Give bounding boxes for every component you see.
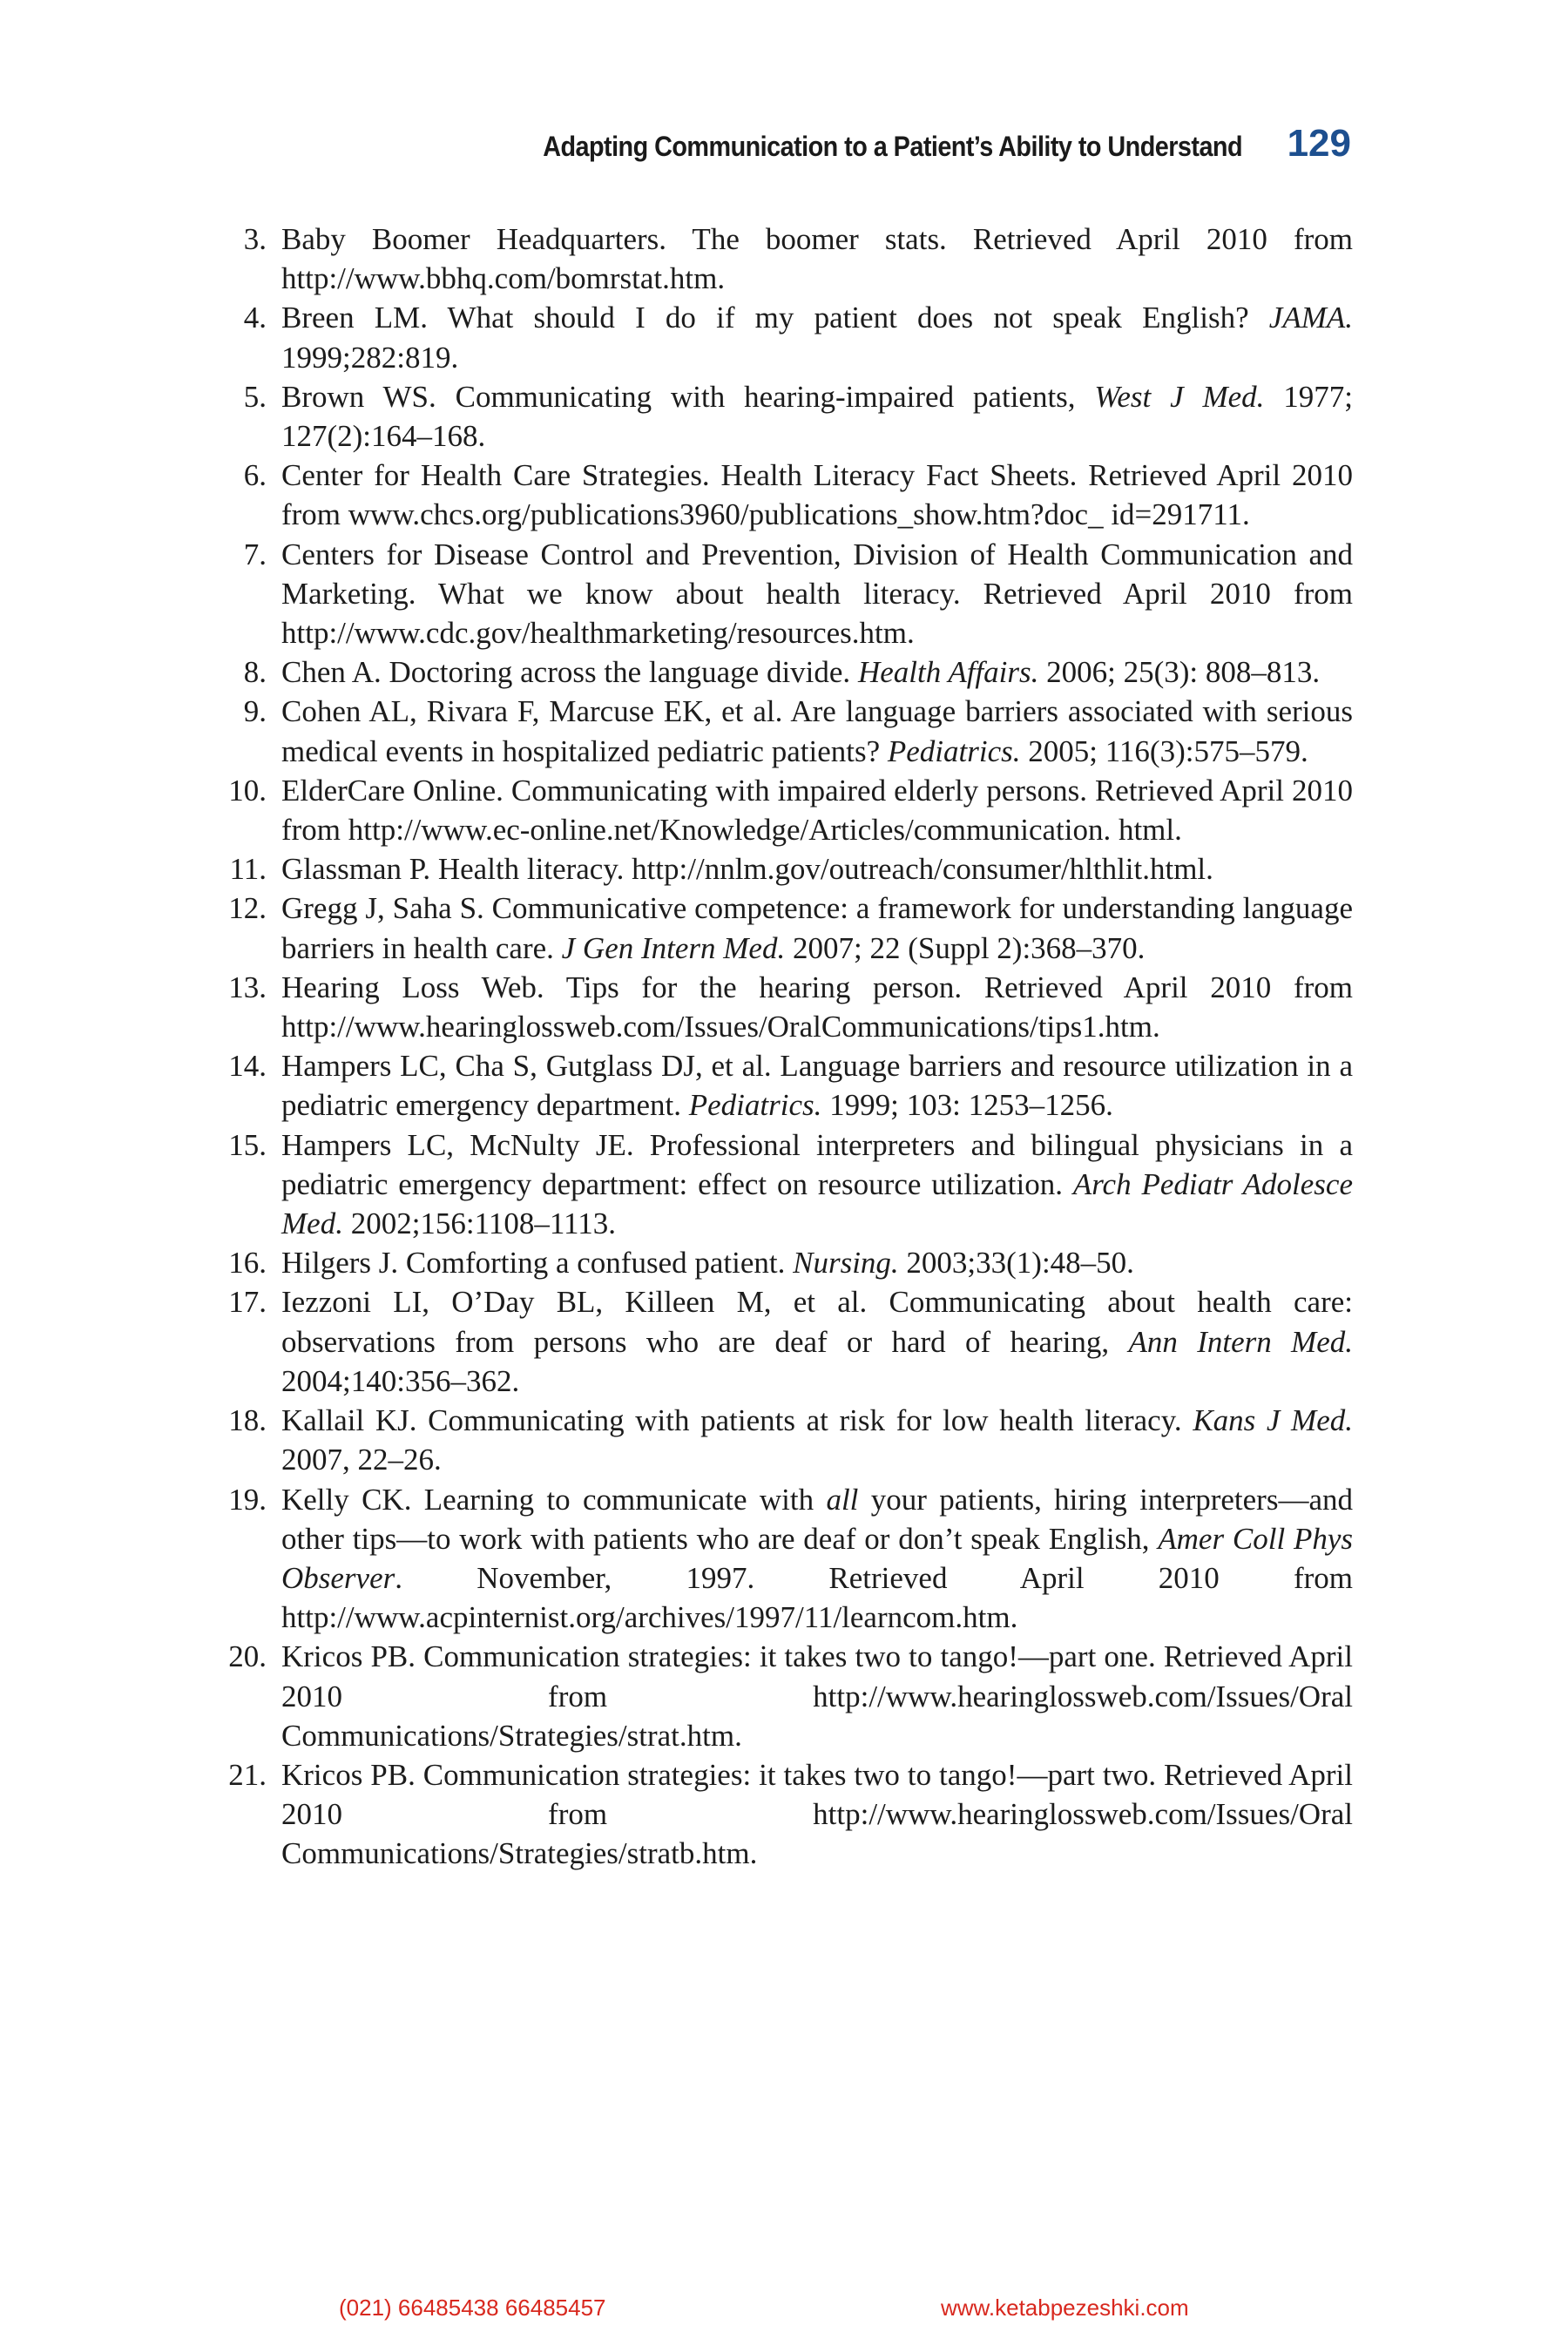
- reference-number: 21.: [228, 1757, 267, 1792]
- footer-phone-numbers: (021) 66485438 66485457: [339, 2295, 606, 2321]
- reference-item: [0, 1046, 1353, 1125]
- reference-number: 12.: [228, 891, 267, 926]
- reference-text: [281, 1639, 1353, 1752]
- reference-text: [281, 655, 1320, 689]
- reference-item: [0, 968, 1353, 1046]
- reference-number: 20.: [228, 1639, 267, 1674]
- reference-source-italic: West J Med.: [1094, 379, 1265, 414]
- reference-number: 8.: [243, 655, 267, 690]
- reference-text: [281, 380, 1353, 453]
- reference-text-segment: Hilgers J. Comforting a confused patient.: [281, 1246, 794, 1281]
- reference-source-italic: Pediatrics.: [887, 733, 1021, 768]
- reference-text-segment: 2005; 116(3):575–579.: [1020, 733, 1308, 768]
- reference-text: [281, 1403, 1353, 1477]
- reference-text-segment: Glassman P. Health literacy. http://nnlm.gov/outreach/consumer/hlthlit.html.: [281, 852, 1213, 887]
- reference-text-segment: Hampers LC, McNulty JE. Professional interpreters and bilingual physicians in a pediatric emergency department: effect on resource utilization.: [281, 1127, 1353, 1201]
- reference-text: [281, 537, 1353, 650]
- reference-text-segment: your patients, hiring interpreters—and other tips—to work with patients who are deaf or don’t speak English,: [281, 1482, 1353, 1556]
- reference-text: [281, 852, 1213, 886]
- reference-item: [0, 1401, 1353, 1479]
- running-head: [0, 122, 1351, 166]
- reference-text: [281, 1049, 1353, 1122]
- reference-source-italic: Kans J Med.: [1193, 1403, 1353, 1438]
- reference-item: [0, 652, 1353, 692]
- reference-text-segment: Kelly CK. Learning to communicate with: [281, 1482, 827, 1517]
- reference-source-italic: JAMA.: [1268, 301, 1353, 335]
- reference-text-segment: Kallail KJ. Communicating with patients at risk for low health literacy.: [281, 1403, 1193, 1438]
- reference-number: 15.: [228, 1127, 267, 1162]
- reference-list: [0, 220, 1568, 1874]
- reference-source-italic: Health Affairs.: [857, 655, 1039, 690]
- reference-text-segment: 2007, 22–26.: [281, 1443, 442, 1477]
- reference-number: 11.: [229, 852, 267, 887]
- reference-number: 3.: [243, 222, 267, 256]
- running-title: Adapting Communication to a Patient’s Ability to Understand: [542, 131, 1242, 162]
- reference-number: 10.: [228, 773, 267, 808]
- reference-text: [281, 774, 1353, 847]
- reference-source-italic: all: [826, 1482, 859, 1517]
- reference-item: [0, 298, 1353, 376]
- reference-text-segment: Chen A. Doctoring across the language divide.: [281, 655, 858, 690]
- reference-text: [281, 1128, 1353, 1240]
- reference-number: 16.: [228, 1246, 267, 1281]
- reference-source-italic: Nursing.: [793, 1246, 899, 1281]
- reference-text: [281, 694, 1353, 767]
- reference-source-italic: J Gen Intern Med.: [561, 930, 786, 965]
- reference-text: [281, 1758, 1353, 1870]
- reference-text-segment: Iezzoni LI, O’Day BL, Killeen M, et al. Communicating about health care: observations from persons who are deaf or hard of hearing,: [281, 1285, 1353, 1359]
- reference-item: [0, 1480, 1353, 1638]
- reference-number: 7.: [243, 537, 267, 571]
- reference-text-segment: Baby Boomer Headquarters. The boomer stats. Retrieved April 2010 from http://www.bbhq.com/bomrstat.htm.: [281, 222, 1353, 296]
- reference-number: 9.: [243, 694, 267, 729]
- reference-text: [281, 301, 1353, 374]
- reference-text-segment: . November, 1997. Retrieved April 2010 from http://www.acpinternist.org/archives/1997/11/learncom.htm.: [281, 1560, 1353, 1635]
- reference-number: 13.: [228, 970, 267, 1004]
- reference-text: [281, 970, 1353, 1044]
- reference-text: [281, 1246, 1134, 1280]
- reference-text: [281, 458, 1353, 531]
- reference-number: 6.: [243, 458, 267, 493]
- page-number: 129: [1287, 122, 1351, 165]
- reference-text-segment: Gregg J, Saha S. Communicative competence: a framework for understanding language barriers in health care.: [281, 891, 1353, 965]
- reference-item: [0, 889, 1353, 967]
- reference-text: [281, 222, 1353, 295]
- reference-text-segment: Brown WS. Communicating with hearing-impaired patients,: [281, 379, 1095, 414]
- reference-number: 18.: [228, 1403, 267, 1438]
- reference-text: [281, 1285, 1353, 1397]
- reference-item: [0, 771, 1353, 849]
- reference-number: 17.: [228, 1285, 267, 1320]
- reference-text: [281, 891, 1353, 964]
- reference-item: [0, 1243, 1353, 1282]
- reference-item: [0, 1755, 1353, 1874]
- reference-text-segment: 1999;282:819.: [281, 340, 459, 375]
- reference-number: 5.: [243, 379, 267, 414]
- reference-source-italic: Ann Intern Med.: [1128, 1324, 1353, 1359]
- reference-item: [0, 1282, 1353, 1401]
- reference-text-segment: Hampers LC, Cha S, Gutglass DJ, et al. Language barriers and resource utilization in a pediatric emergency department.: [281, 1049, 1353, 1123]
- reference-text-segment: Centers for Disease Control and Prevention, Division of Health Communication and Marketing. What we know about health literacy. Retrieved April 2010 from http://www.cdc.gov/healthmarketing/resources.htm.: [281, 537, 1353, 651]
- reference-item: [0, 456, 1353, 534]
- reference-text-segment: 2003;33(1):48–50.: [898, 1246, 1134, 1281]
- reference-text-segment: 2004;140:356–362.: [281, 1363, 520, 1398]
- reference-number: 4.: [243, 301, 267, 335]
- reference-source-italic: Arch Pediatr Adolesce Med.: [281, 1166, 1353, 1241]
- reference-text-segment: Center for Health Care Strategies. Health Literacy Fact Sheets. Retrieved April 2010 from www.chcs.org/publications3960/publications_show.htm?doc_ id=291711.: [281, 458, 1353, 532]
- reference-text-segment: Kricos PB. Communication strategies: it takes two to tango!—part one. Retrieved April 2010 from http://www.hearinglossweb.com/Issues/Oral Communications/Strategies/strat.htm.: [281, 1639, 1353, 1753]
- reference-text-segment: 2006; 25(3): 808–813.: [1038, 655, 1321, 690]
- reference-text-segment: Breen LM. What should I do if my patient does not speak English?: [281, 301, 1269, 335]
- reference-text: [281, 1483, 1353, 1635]
- reference-item: [0, 220, 1353, 298]
- reference-item: [0, 849, 1353, 889]
- reference-item: [0, 1125, 1353, 1244]
- reference-text-segment: 1977; 127(2):164–168.: [281, 379, 1354, 454]
- footer-website: www.ketabpezeshki.com: [941, 2295, 1189, 2321]
- reference-text-segment: 2007; 22 (Suppl 2):368–370.: [785, 930, 1146, 965]
- reference-item: [0, 1637, 1353, 1755]
- reference-text-segment: Kricos PB. Communication strategies: it takes two to tango!—part two. Retrieved April 2010 from http://www.hearinglossweb.com/Issues/Oral Communications/Strategies/stratb.htm.: [281, 1757, 1353, 1871]
- reference-item: [0, 692, 1353, 770]
- reference-text-segment: ElderCare Online. Communicating with impaired elderly persons. Retrieved April 2010 from http://www.ec-online.net/Knowledge/Articles/communication. html.: [281, 773, 1353, 848]
- reference-source-italic: Amer Coll Phys Observer: [281, 1521, 1353, 1595]
- reference-item: [0, 535, 1353, 653]
- reference-text-segment: 2002;156:1108–1113.: [342, 1206, 617, 1241]
- reference-source-italic: Pediatrics.: [688, 1088, 822, 1123]
- reference-number: 19.: [228, 1482, 267, 1517]
- reference-text-segment: Cohen AL, Rivara F, Marcuse EK, et al. Are language barriers associated with serious medical events in hospitalized pediatric patients?: [281, 694, 1353, 768]
- reference-item: [0, 377, 1353, 456]
- reference-number: 14.: [228, 1049, 267, 1084]
- reference-text-segment: 1999; 103: 1253–1256.: [821, 1088, 1113, 1123]
- reference-text-segment: Hearing Loss Web. Tips for the hearing person. Retrieved April 2010 from http://www.hearinglossweb.com/Issues/OralCommunications/tips1.htm.: [281, 970, 1353, 1044]
